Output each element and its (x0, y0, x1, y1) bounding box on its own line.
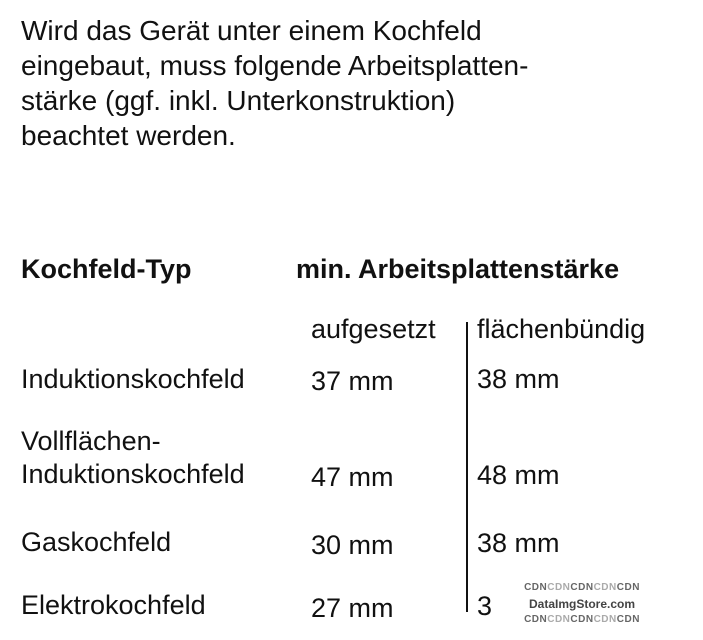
row-elektro-aufgesetzt: 27 mm (311, 593, 394, 623)
intro-line: stärke (ggf. inkl. Unterkonstruktion) (21, 85, 456, 116)
row-elektro-name: Elektrokochfeld (21, 590, 206, 620)
intro-line: eingebaut, muss folgende Arbeitsplatten- (21, 50, 529, 81)
row-induktion-aufgesetzt: 37 mm (311, 366, 394, 396)
watermark-store: DataImgStore.com (528, 597, 636, 611)
row-gas-name: Gaskochfeld (21, 527, 172, 557)
intro-line: Wird das Gerät unter einem Kochfeld (21, 15, 482, 46)
row-gas-flaechenbuendig: 38 mm (477, 528, 560, 558)
column-divider (466, 322, 468, 612)
watermark-cdn-top: CDNCDNCDNCDNCDN (524, 582, 640, 593)
row-induktion-name: Induktionskochfeld (21, 364, 245, 394)
row-induktion-flaechenbuendig: 38 mm (477, 364, 560, 394)
row-vollflaechen-flaechenbuendig: 48 mm (477, 460, 560, 490)
subheader-aufgesetzt: aufgesetzt (311, 314, 436, 344)
intro-line: beachtet werden. (21, 120, 236, 151)
watermark-cdn-bottom: CDNCDNCDNCDNCDN (524, 614, 640, 625)
watermark (506, 580, 658, 628)
subheader-flaechenbuendig: flächenbündig (477, 314, 646, 344)
row-elektro-flaechenbuendig: 3 (477, 591, 493, 621)
column-header-thickness: min. Arbeitsplattenstärke (296, 254, 620, 284)
row-vollflaechen-name-line1: Vollflächen- (21, 426, 161, 456)
intro-paragraph (21, 13, 681, 153)
column-header-type: Kochfeld-Typ (21, 254, 192, 284)
row-gas-aufgesetzt: 30 mm (311, 530, 394, 560)
row-vollflaechen-aufgesetzt: 47 mm (311, 462, 394, 492)
row-vollflaechen-name-line2: Induktionskochfeld (21, 459, 245, 489)
